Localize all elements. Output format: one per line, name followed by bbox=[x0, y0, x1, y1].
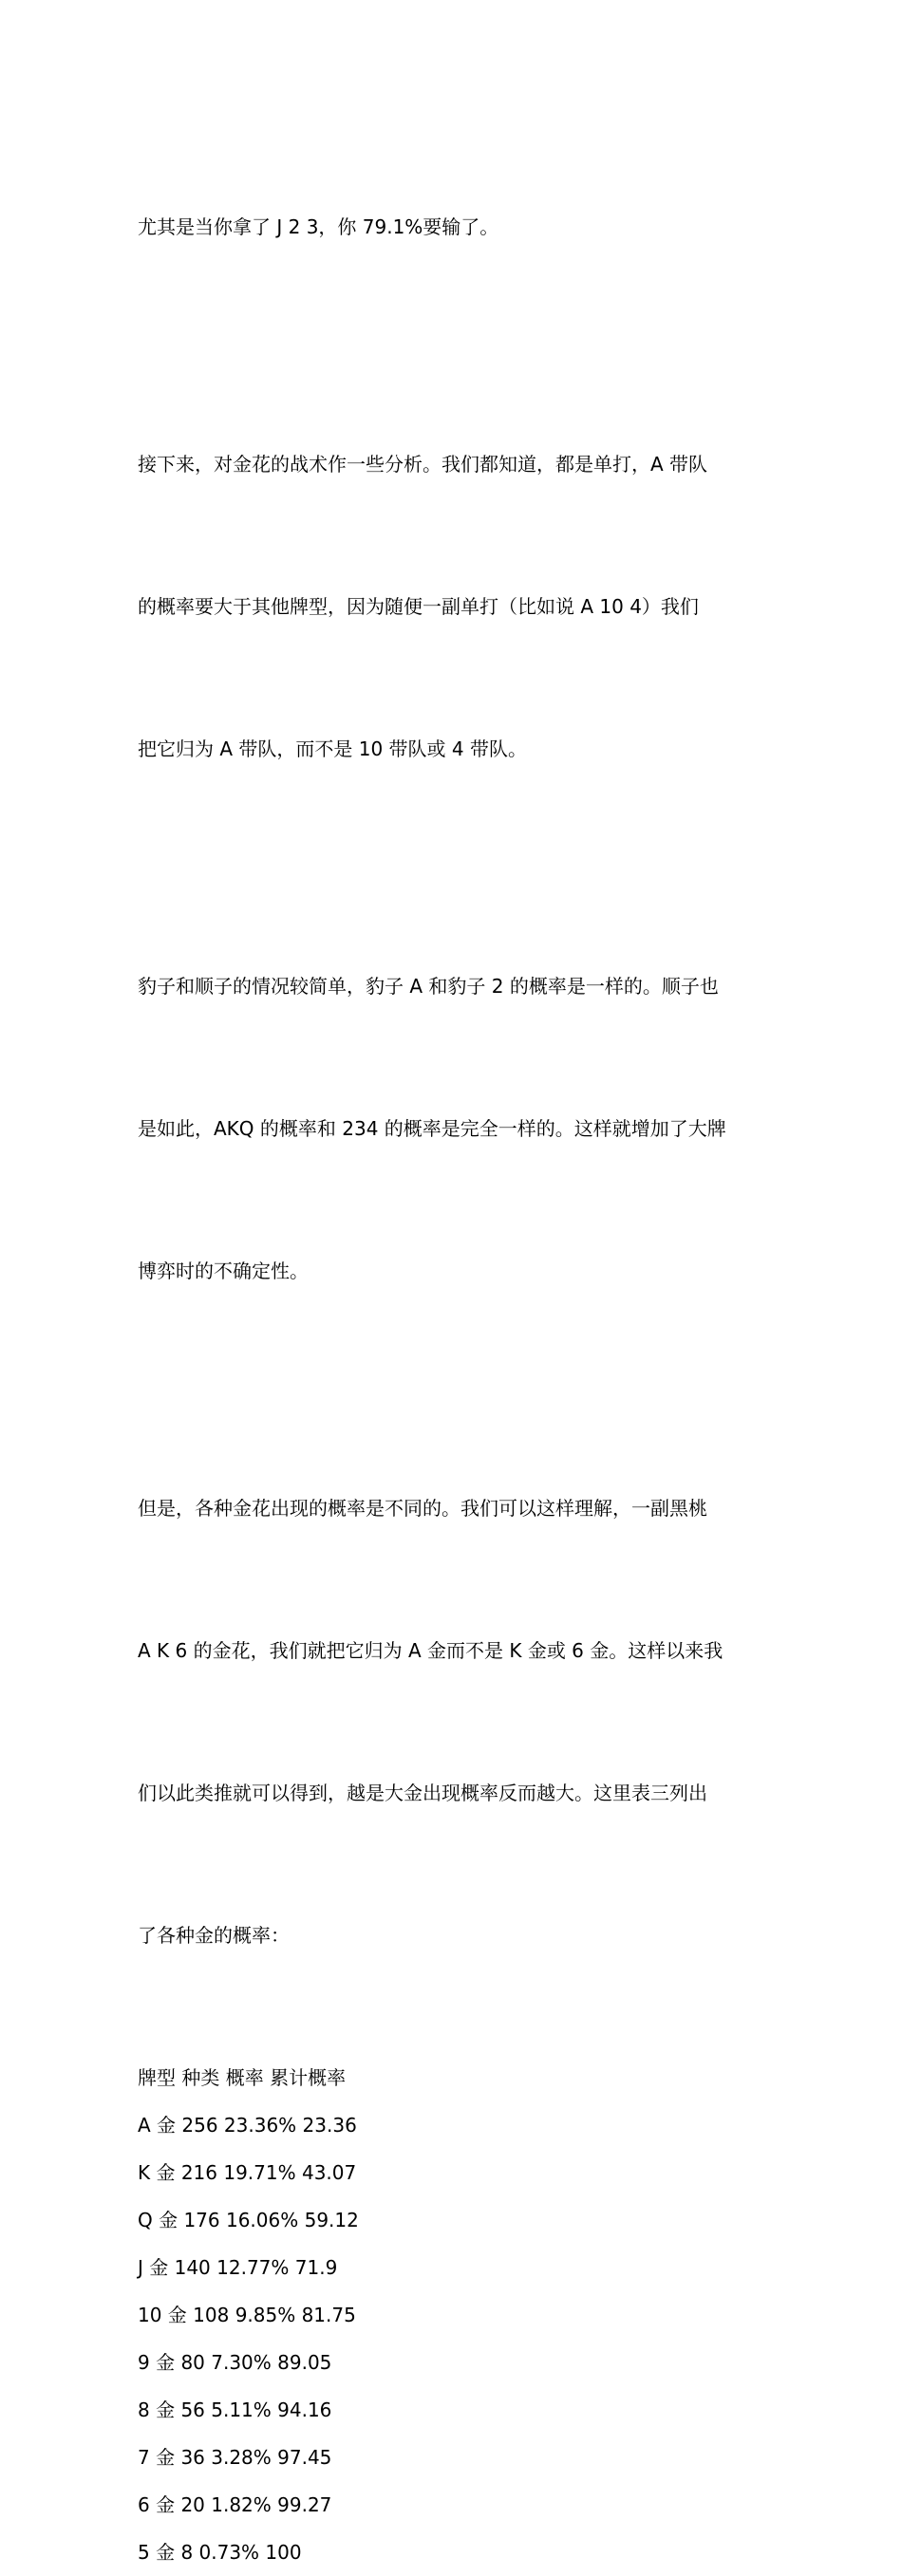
table-row: Q 金 176 16.06% 59.12 bbox=[138, 2209, 359, 2231]
paragraph-line: 接下来，对金花的战术作一些分析。我们都知道，都是单打，A 带队 bbox=[138, 453, 708, 476]
paragraph-line: 们以此类推就可以得到，越是大金出现概率反而越大。这里表三列出 bbox=[138, 1782, 707, 1804]
paragraph-line: 了各种金的概率： bbox=[138, 1924, 290, 1947]
table-row: 6 金 20 1.82% 99.27 bbox=[138, 2493, 332, 2516]
table-row: 8 金 56 5.11% 94.16 bbox=[138, 2399, 332, 2421]
paragraph-3 bbox=[138, 868, 769, 1390]
table-row: 9 金 80 7.30% 89.05 bbox=[138, 2351, 332, 2374]
table-row: 10 金 108 9.85% 81.75 bbox=[138, 2304, 356, 2326]
paragraph-2 bbox=[138, 345, 769, 868]
paragraph-line: A K 6 的金花，我们就把它归为 A 金而不是 K 金或 6 金。这样以来我 bbox=[138, 1639, 723, 1662]
paragraph-line: 是如此，AKQ 的概率和 234 的概率是完全一样的。这样就增加了大牌 bbox=[138, 1117, 726, 1140]
table-row: K 金 216 19.71% 43.07 bbox=[138, 2161, 357, 2184]
paragraph-line: 豹子和顺子的情况较简单，豹子 A 和豹子 2 的概率是一样的。顺子也 bbox=[138, 975, 719, 998]
paragraph-4 bbox=[138, 1390, 769, 2054]
paragraph-1 bbox=[138, 108, 769, 345]
table-header: 牌型 种类 概率 累计概率 bbox=[138, 2066, 347, 2089]
table-row: 7 金 36 3.28% 97.45 bbox=[138, 2446, 332, 2469]
paragraph-line: 尤其是当你拿了 J 2 3，你 79.1%要输了。 bbox=[138, 215, 499, 238]
document-body bbox=[138, 108, 769, 2576]
paragraph-line: 但是，各种金花出现的概率是不同的。我们可以这样理解，一副黑桃 bbox=[138, 1497, 707, 1520]
table-row: A 金 256 23.36% 23.36 bbox=[138, 2114, 357, 2137]
table-row: 5 金 8 0.73% 100 bbox=[138, 2541, 302, 2564]
paragraph-line: 把它归为 A 带队，而不是 10 带队或 4 带队。 bbox=[138, 737, 527, 760]
table-row: J 金 140 12.77% 71.9 bbox=[138, 2256, 338, 2279]
paragraph-line: 博弈时的不确定性。 bbox=[138, 1260, 309, 1282]
paragraph-line: 的概率要大于其他牌型，因为随便一副单打（比如说 A 10 4）我们 bbox=[138, 595, 699, 618]
